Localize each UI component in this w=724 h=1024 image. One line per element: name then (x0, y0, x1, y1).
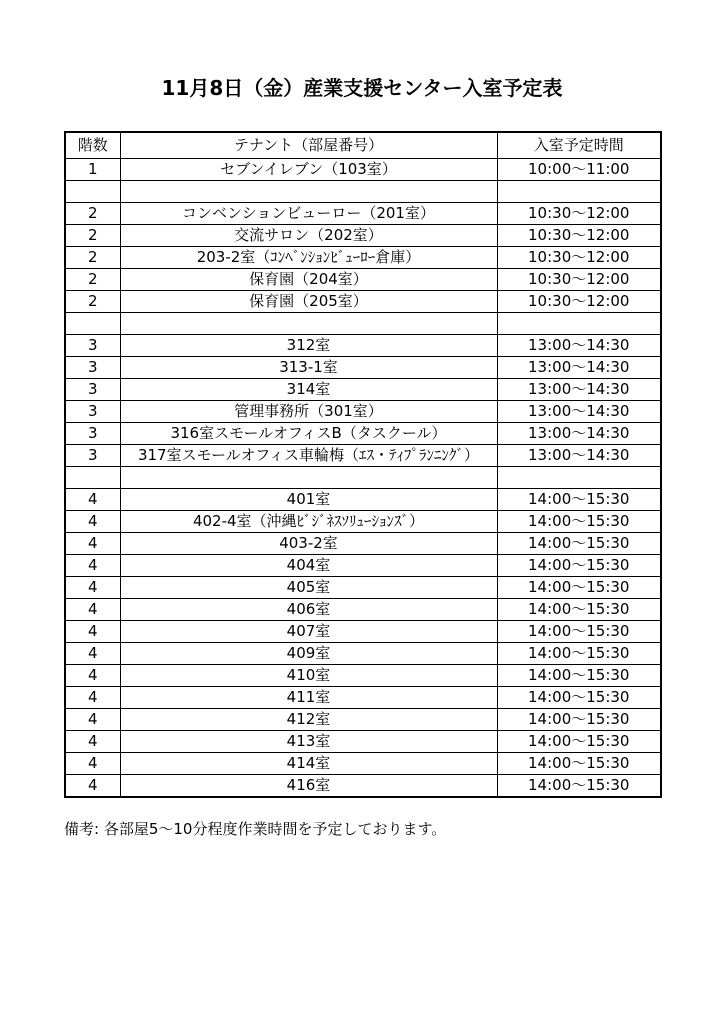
tenant-cell: 402-4室（沖縄ﾋﾞｼﾞﾈｽｿﾘｭｰｼｮﾝｽﾞ） (120, 511, 497, 533)
tenant-cell: 409室 (120, 643, 497, 665)
table-row (65, 401, 661, 423)
entry-time-cell: 13:00～14:30 (497, 357, 661, 379)
table-row (65, 247, 661, 269)
table-row (65, 775, 661, 798)
entry-time-cell: 14:00～15:30 (497, 621, 661, 643)
floor-cell: 4 (65, 577, 120, 599)
entry-time-cell: 13:00～14:30 (497, 379, 661, 401)
table-body (65, 159, 661, 798)
floor-cell: 4 (65, 753, 120, 775)
entry-time-cell: 14:00～15:30 (497, 775, 661, 798)
entry-time-cell: 10:30～12:00 (497, 291, 661, 313)
entry-time-cell: 14:00～15:30 (497, 511, 661, 533)
entry-time-cell: 14:00～15:30 (497, 709, 661, 731)
entry-time-cell: 10:30～12:00 (497, 269, 661, 291)
floor-cell: 2 (65, 225, 120, 247)
tenant-cell: 管理事務所（301室） (120, 401, 497, 423)
entry-time-cell: 13:00～14:30 (497, 335, 661, 357)
table-row (65, 731, 661, 753)
table-row (65, 621, 661, 643)
table-row (65, 445, 661, 467)
table-row (65, 335, 661, 357)
entry-time-cell: 13:00～14:30 (497, 423, 661, 445)
tenant-cell: 401室 (120, 489, 497, 511)
tenant-cell: 保育園（205室） (120, 291, 497, 313)
floor-cell: 3 (65, 423, 120, 445)
floor-cell: 3 (65, 401, 120, 423)
floor-cell: 3 (65, 379, 120, 401)
spacer-row (65, 313, 661, 335)
table-header-row (65, 132, 661, 159)
floor-cell (65, 313, 120, 335)
entry-time-cell (497, 181, 661, 203)
tenant-cell (120, 181, 497, 203)
tenant-cell: 410室 (120, 665, 497, 687)
table-row (65, 423, 661, 445)
tenant-cell: 411室 (120, 687, 497, 709)
floor-cell: 4 (65, 731, 120, 753)
table-row (65, 643, 661, 665)
floor-cell (65, 181, 120, 203)
tenant-cell: 203-2室（ｺﾝﾍﾞﾝｼｮﾝﾋﾞｭｰﾛｰ倉庫） (120, 247, 497, 269)
entry-time-cell: 14:00～15:30 (497, 599, 661, 621)
floor-cell: 4 (65, 665, 120, 687)
table-row (65, 577, 661, 599)
tenant-cell: コンベンションビューロー（201室） (120, 203, 497, 225)
spacer-row (65, 181, 661, 203)
tenant-cell: 317室スモールオフィス車輪梅（ｴｽ・ﾃｨﾌﾟﾗﾝﾆﾝｸﾞ） (120, 445, 497, 467)
entry-time-cell: 14:00～15:30 (497, 665, 661, 687)
floor-cell: 4 (65, 643, 120, 665)
floor-cell: 4 (65, 599, 120, 621)
entry-time-cell (497, 467, 661, 489)
entry-time-cell: 14:00～15:30 (497, 577, 661, 599)
table-row (65, 555, 661, 577)
tenant-cell: 413室 (120, 731, 497, 753)
floor-cell: 4 (65, 489, 120, 511)
page-title: 11月8日（金）産業支援センター入室予定表 (161, 76, 563, 100)
tenant-cell: 414室 (120, 753, 497, 775)
floor-cell: 4 (65, 511, 120, 533)
tenant-cell: 416室 (120, 775, 497, 798)
entry-time-cell: 13:00～14:30 (497, 401, 661, 423)
table-row (65, 753, 661, 775)
entry-time-cell: 10:30～12:00 (497, 247, 661, 269)
floor-cell: 4 (65, 709, 120, 731)
spacer-row (65, 467, 661, 489)
floor-cell: 2 (65, 291, 120, 313)
entry-time-cell: 14:00～15:30 (497, 643, 661, 665)
floor-cell: 4 (65, 621, 120, 643)
table-row (65, 533, 661, 555)
tenant-cell: 403-2室 (120, 533, 497, 555)
floor-cell: 3 (65, 335, 120, 357)
table-row (65, 489, 661, 511)
tenant-cell: 406室 (120, 599, 497, 621)
floor-cell: 1 (65, 159, 120, 181)
entry-time-cell: 10:00～11:00 (497, 159, 661, 181)
floor-cell: 2 (65, 269, 120, 291)
floor-cell: 2 (65, 247, 120, 269)
tenant-cell: 404室 (120, 555, 497, 577)
tenant-cell: 313-1室 (120, 357, 497, 379)
floor-cell: 4 (65, 555, 120, 577)
header-tenant: テナント（部屋番号） (120, 132, 497, 159)
table-row (65, 709, 661, 731)
table-row (65, 159, 661, 181)
tenant-cell: 407室 (120, 621, 497, 643)
tenant-cell: 316室スモールオフィスB（タスクール） (120, 423, 497, 445)
table-row (65, 379, 661, 401)
table-row (65, 291, 661, 313)
table-row (65, 269, 661, 291)
floor-cell (65, 467, 120, 489)
tenant-cell: セブンイレブン（103室） (120, 159, 497, 181)
entry-time-cell: 14:00～15:30 (497, 687, 661, 709)
schedule-table (64, 131, 662, 798)
table-row (65, 225, 661, 247)
entry-time-cell: 14:00～15:30 (497, 731, 661, 753)
table-row (65, 599, 661, 621)
header-floor: 階数 (65, 132, 120, 159)
entry-time-cell: 13:00～14:30 (497, 445, 661, 467)
tenant-cell: 312室 (120, 335, 497, 357)
entry-time-cell (497, 313, 661, 335)
entry-time-cell: 14:00～15:30 (497, 533, 661, 555)
floor-cell: 4 (65, 533, 120, 555)
entry-time-cell: 10:30～12:00 (497, 203, 661, 225)
floor-cell: 3 (65, 445, 120, 467)
entry-time-cell: 10:30～12:00 (497, 225, 661, 247)
table-row (65, 203, 661, 225)
tenant-cell: 交流サロン（202室） (120, 225, 497, 247)
table-row (65, 665, 661, 687)
floor-cell: 2 (65, 203, 120, 225)
entry-time-cell: 14:00～15:30 (497, 555, 661, 577)
table-row (65, 511, 661, 533)
tenant-cell: 412室 (120, 709, 497, 731)
tenant-cell (120, 467, 497, 489)
floor-cell: 3 (65, 357, 120, 379)
tenant-cell: 314室 (120, 379, 497, 401)
entry-time-cell: 14:00～15:30 (497, 753, 661, 775)
tenant-cell: 405室 (120, 577, 497, 599)
table-row (65, 357, 661, 379)
floor-cell: 4 (65, 687, 120, 709)
remarks-note: 備考: 各部屋5～10分程度作業時間を予定しております。 (64, 820, 447, 838)
tenant-cell (120, 313, 497, 335)
floor-cell: 4 (65, 775, 120, 798)
header-entry-time: 入室予定時間 (497, 132, 661, 159)
table-row (65, 687, 661, 709)
tenant-cell: 保育園（204室） (120, 269, 497, 291)
entry-time-cell: 14:00～15:30 (497, 489, 661, 511)
